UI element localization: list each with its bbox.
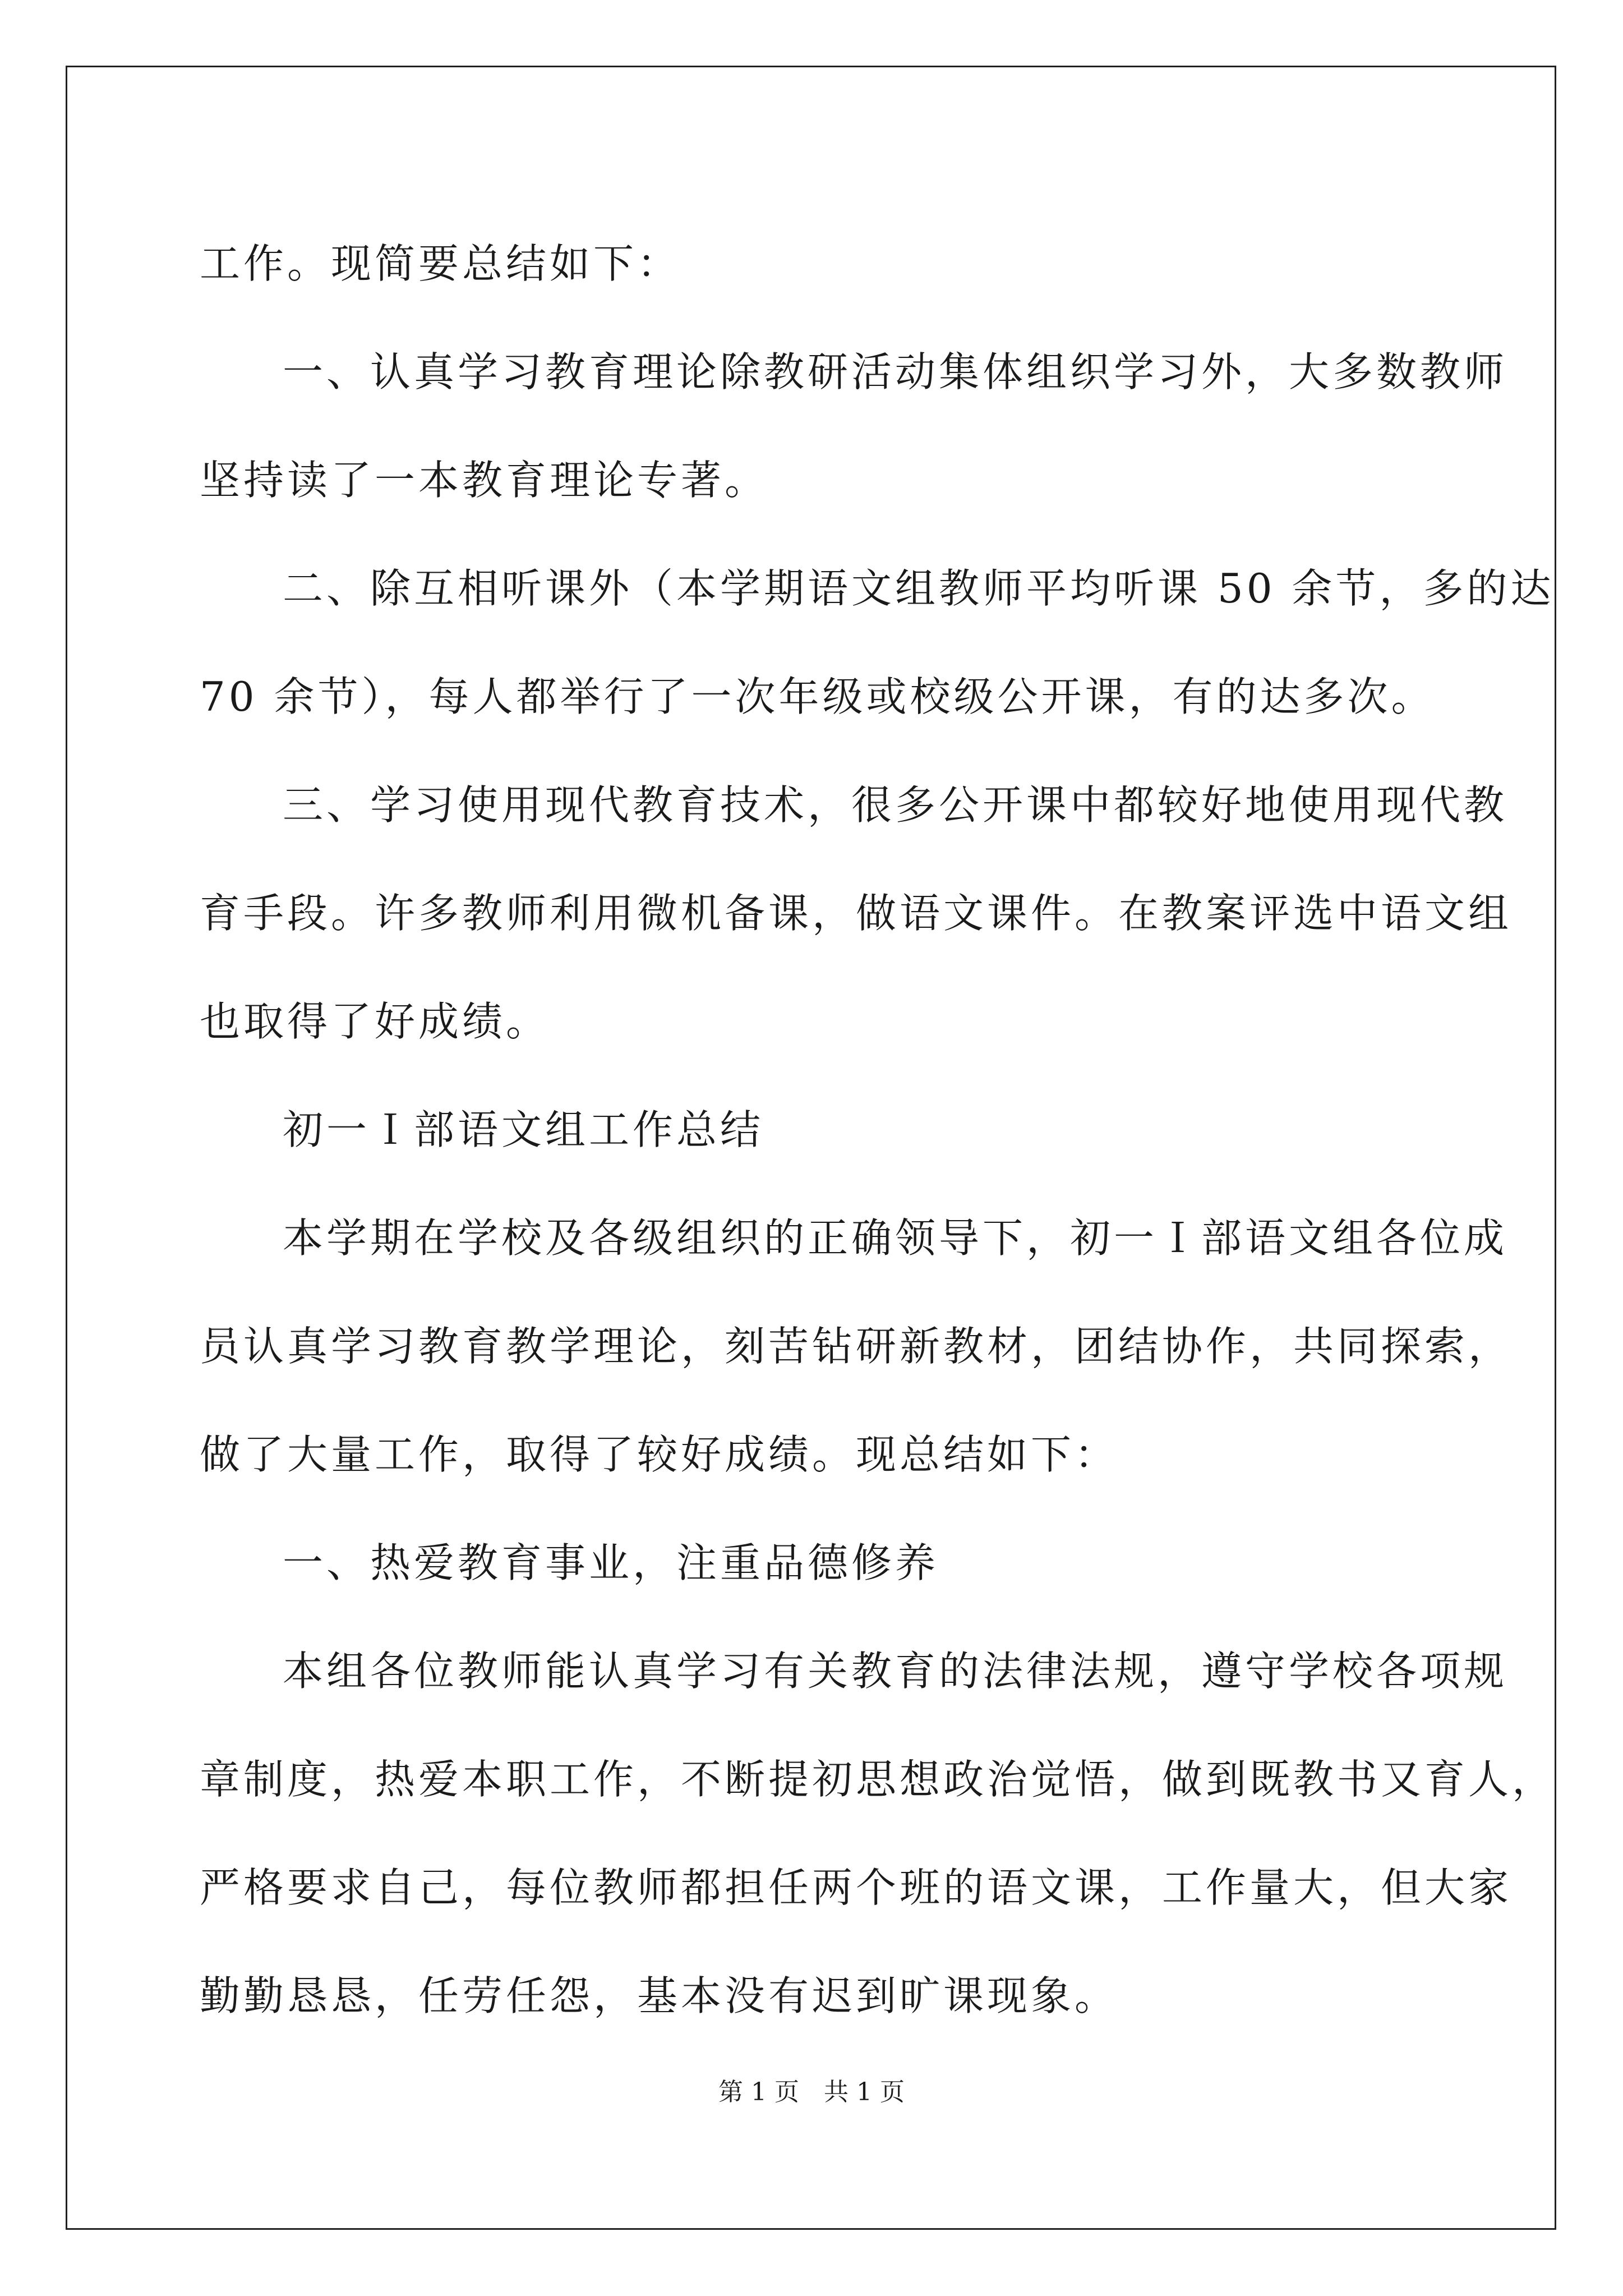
text-line-6: 三、学习使用现代教育技术，很多公开课中都较好地使用现代教 (283, 781, 1508, 829)
text-line-16: 严格要求自己，每位教师都担任两个班的语文课，工作量大，但大家 (200, 1864, 1513, 1911)
text-line-15: 章制度，热爱本职工作，不断提初思想政治觉悟，做到既教书又育人， (200, 1756, 1556, 1803)
text-line-1: 工作。现简要总结如下： (200, 240, 681, 287)
text-line-3: 坚持读了一本教育理论专著。 (200, 457, 769, 504)
subsection-heading: 一、热爱教育事业，注重品德修养 (283, 1539, 939, 1586)
document-body (200, 210, 1556, 2050)
text-line-5: 70 余节），每人都举行了一次年级或校级公开课，有的达多次。 (200, 673, 1435, 720)
text-line-17: 勤勤恳恳，任劳任怨，基本没有迟到旷课现象。 (200, 1972, 1119, 2019)
page-footer (0, 2076, 1623, 2109)
section-heading: 初一Ｉ部语文组工作总结 (283, 1106, 764, 1153)
text-line-2: 一、认真学习教育理论除教研活动集体组织学习外，大多数教师 (283, 348, 1508, 395)
text-line-8: 也取得了好成绩。 (200, 998, 550, 1045)
text-line-12: 做了大量工作，取得了较好成绩。现总结如下： (200, 1431, 1119, 1478)
text-line-4: 二、除互相听课外（本学期语文组教师平均听课 50 余节，多的达 (283, 565, 1555, 612)
page-number: 第 1 页 共 1 页 (718, 2078, 905, 2106)
text-line-14: 本组各位教师能认真学习有关教育的法律法规，遵守学校各项规 (283, 1648, 1508, 1695)
text-line-11: 员认真学习教育教学理论，刻苦钻研新教材，团结协作，共同探索， (200, 1323, 1513, 1370)
text-line-7: 育手段。许多教师利用微机备课，做语文课件。在教案评选中语文组 (200, 890, 1513, 937)
text-line-10: 本学期在学校及各级组织的正确领导下，初一Ｉ部语文组各位成 (283, 1214, 1508, 1262)
